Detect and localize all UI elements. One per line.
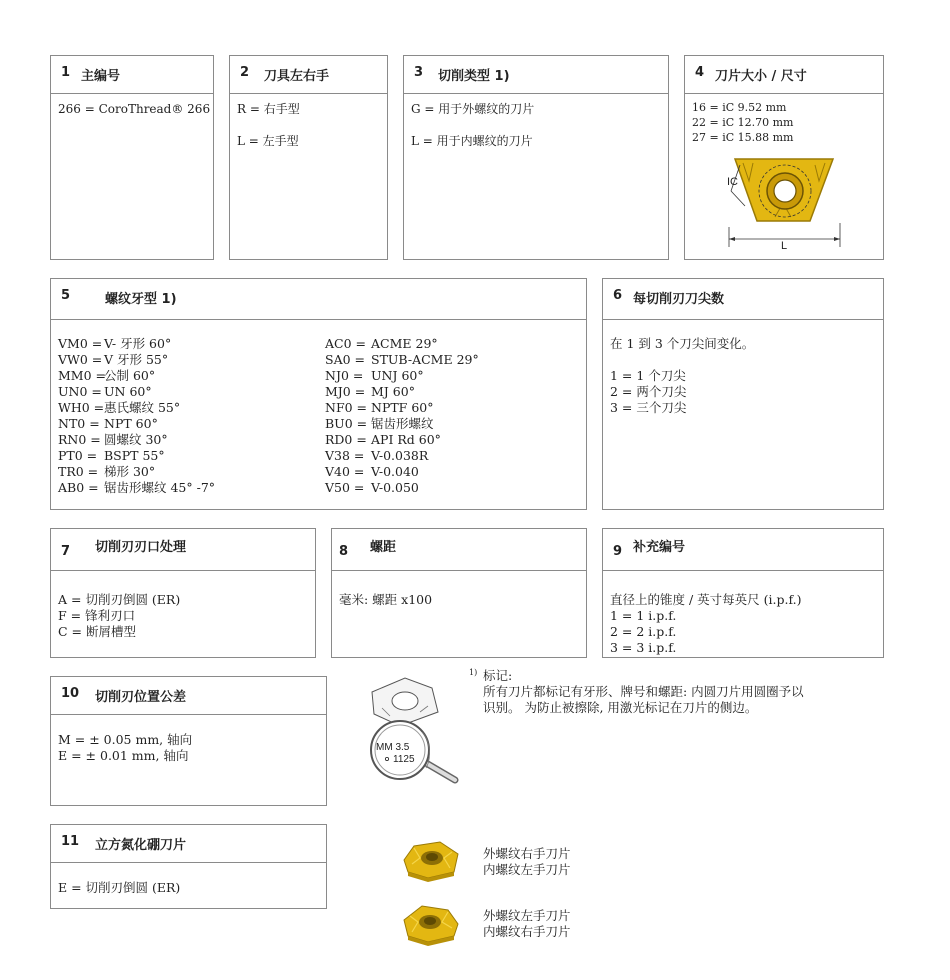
box-title: 补充编号: [633, 540, 686, 555]
profile-code: AC0 =: [325, 336, 366, 351]
profile-desc: UN 60°: [104, 384, 152, 399]
box-header: [603, 279, 883, 320]
profile-code: SA0 =: [325, 352, 365, 367]
profile-desc: ACME 29°: [371, 336, 438, 351]
profile-desc: API Rd 60°: [371, 432, 441, 447]
profile-code: WH0 =: [58, 400, 105, 415]
box-number: 10: [61, 686, 80, 701]
profile-desc: 圆螺纹 30°: [104, 432, 168, 447]
box-header: [51, 825, 326, 863]
code-line: L = 左手型: [237, 134, 299, 148]
box-title: 刀片大小 / 尺寸: [715, 69, 807, 84]
code-line: M = ± 0.05 mm, 轴向: [58, 732, 193, 747]
insert-dimension-diagram: [715, 151, 855, 251]
profile-code: V40 =: [325, 464, 365, 479]
box-pitch: [331, 528, 587, 658]
profile-desc: MJ 60°: [371, 384, 415, 399]
box-cut-type: [403, 55, 669, 260]
box-header: [51, 56, 213, 94]
profile-code: PT0 =: [58, 448, 98, 463]
l-label: L: [781, 240, 788, 251]
profile-code: NJ0 =: [325, 368, 364, 383]
box-header: [51, 529, 315, 571]
box-number: 2: [240, 65, 250, 80]
box-number: 6: [613, 288, 623, 303]
profile-desc: UNJ 60°: [371, 368, 424, 383]
profile-code: V50 =: [325, 480, 365, 495]
box-number: 7: [61, 544, 71, 559]
box-tip-count: [602, 278, 884, 510]
box-cbn-insert: [50, 824, 327, 909]
box-number: 1: [61, 65, 71, 80]
box-header: [230, 56, 387, 94]
box-hand: [229, 55, 388, 260]
box-title: 主编号: [81, 69, 121, 84]
box-header: [51, 279, 586, 320]
box-main-number: [50, 55, 214, 260]
box-number: 11: [61, 834, 80, 849]
code-line: 直径上的锥度 / 英寸每英尺 (i.p.f.): [610, 592, 802, 607]
profile-desc: 公制 60°: [104, 368, 156, 383]
legend-text: 内螺纹左手刀片: [483, 862, 571, 877]
code-line: E = ± 0.01 mm, 轴向: [58, 748, 189, 763]
profile-desc: V-0.050: [371, 480, 419, 495]
profile-code: VM0 =: [58, 336, 103, 351]
legend-text: 外螺纹右手刀片: [483, 846, 571, 861]
box-header: [603, 529, 883, 571]
box-header: [404, 56, 668, 94]
profile-desc: NPTF 60°: [371, 400, 434, 415]
profile-desc: 锯齿形螺纹: [371, 416, 434, 431]
profile-desc: 梯形 30°: [104, 464, 156, 479]
box-title: 立方氮化硼刀片: [95, 838, 187, 853]
box-insert-size: [684, 55, 884, 260]
code-line: R = 右手型: [237, 102, 300, 116]
code-line: 毫米: 螺距 x100: [339, 592, 433, 607]
box-title: 螺距: [370, 540, 397, 555]
profile-desc: BSPT 55°: [104, 448, 165, 463]
box-number: 5: [61, 288, 71, 303]
code-line: 27 = iC 15.88 mm: [692, 131, 794, 144]
profile-desc: NPT 60°: [104, 416, 158, 431]
code-line: 3 = 3 i.p.f.: [610, 640, 677, 655]
footnote-marker: 1): [469, 668, 478, 677]
legend-text: 内螺纹右手刀片: [483, 924, 571, 939]
insert-right-hand-icon: [400, 838, 462, 882]
profile-desc: 惠氏螺纹 55°: [104, 400, 181, 415]
profile-code: V38 =: [325, 448, 365, 463]
box-header: [685, 56, 883, 94]
code-line: L = 用于内螺纹的刀片: [411, 134, 533, 148]
profile-desc: V-0.038R: [371, 448, 429, 463]
box-number: 3: [414, 65, 424, 80]
box-title: 切削类型 1): [438, 69, 510, 84]
profile-desc: 锯齿形螺纹 45° -7°: [104, 480, 216, 495]
profile-code: UN0 =: [58, 384, 102, 399]
code-line: 266 = CoroThread® 266: [58, 102, 211, 116]
profile-code: NT0 =: [58, 416, 100, 431]
intro-text: 在 1 到 3 个刀尖间变化。: [610, 336, 755, 351]
ic-label: IC: [727, 176, 738, 188]
profile-code: RN0 =: [58, 432, 101, 447]
magnifier-pitch-text: MM 3.5: [376, 742, 410, 753]
footnote-title: 标记:: [483, 668, 513, 683]
box-edge-treatment: [50, 528, 316, 658]
box-title: 刀具左右手: [264, 69, 330, 84]
code-line: 2 = 两个刀尖: [610, 384, 687, 399]
box-number: 9: [613, 544, 623, 559]
profile-desc: V-0.040: [371, 464, 419, 479]
code-line: G = 用于外螺纹的刀片: [411, 102, 535, 116]
box-number: 8: [339, 544, 349, 559]
box-edge-tolerance: [50, 676, 327, 806]
insert-left-hand-icon: [400, 902, 462, 946]
profile-code: VW0 =: [58, 352, 103, 367]
footnote-body: 所有刀片都标记有牙形、牌号和螺距: 内圆刀片用圆圈予以: [483, 684, 804, 699]
profile-desc: V 牙形 55°: [104, 352, 169, 367]
code-line: E = 切削刃倒圆 (ER): [58, 880, 181, 895]
code-line: C = 断屑槽型: [58, 624, 136, 639]
code-line: 1 = 1 个刀尖: [610, 368, 686, 383]
code-line: 1 = 1 i.p.f.: [610, 608, 677, 623]
footnote-body: 识别。 为防止被擦除, 用激光标记在刀片的侧边。: [483, 700, 758, 715]
code-line: F = 锋利刃口: [58, 608, 136, 623]
profile-code: TR0 =: [58, 464, 99, 479]
box-title: 切削刃位置公差: [95, 690, 187, 705]
marking-magnifier-illustration: [360, 668, 465, 786]
profile-code: RD0 =: [325, 432, 367, 447]
legend-text: 外螺纹左手刀片: [483, 908, 571, 923]
magnifier-grade-text: 1125: [393, 754, 415, 765]
box-title: 螺纹牙型 1): [105, 292, 177, 307]
code-line: 22 = iC 12.70 mm: [692, 116, 794, 129]
profile-desc: V- 牙形 60°: [104, 336, 172, 351]
code-line: 2 = 2 i.p.f.: [610, 624, 677, 639]
box-number: 4: [695, 65, 705, 80]
box-header: [332, 529, 586, 571]
profile-code: NF0 =: [325, 400, 368, 415]
profile-code: MM0 =: [58, 368, 106, 383]
box-thread-profile: [50, 278, 587, 510]
code-line: 16 = iC 9.52 mm: [692, 101, 787, 114]
profile-code: MJ0 =: [325, 384, 366, 399]
profile-code: AB0 =: [58, 480, 99, 495]
box-supplement: [602, 528, 884, 658]
box-header: [51, 677, 326, 715]
box-title: 切削刃刃口处理: [95, 540, 187, 555]
profile-code: BU0 =: [325, 416, 368, 431]
code-line: 3 = 三个刀尖: [610, 400, 687, 415]
profile-desc: STUB-ACME 29°: [371, 352, 479, 367]
code-line: A = 切削刃倒圆 (ER): [58, 592, 181, 607]
box-title: 每切削刃刀尖数: [633, 292, 725, 307]
